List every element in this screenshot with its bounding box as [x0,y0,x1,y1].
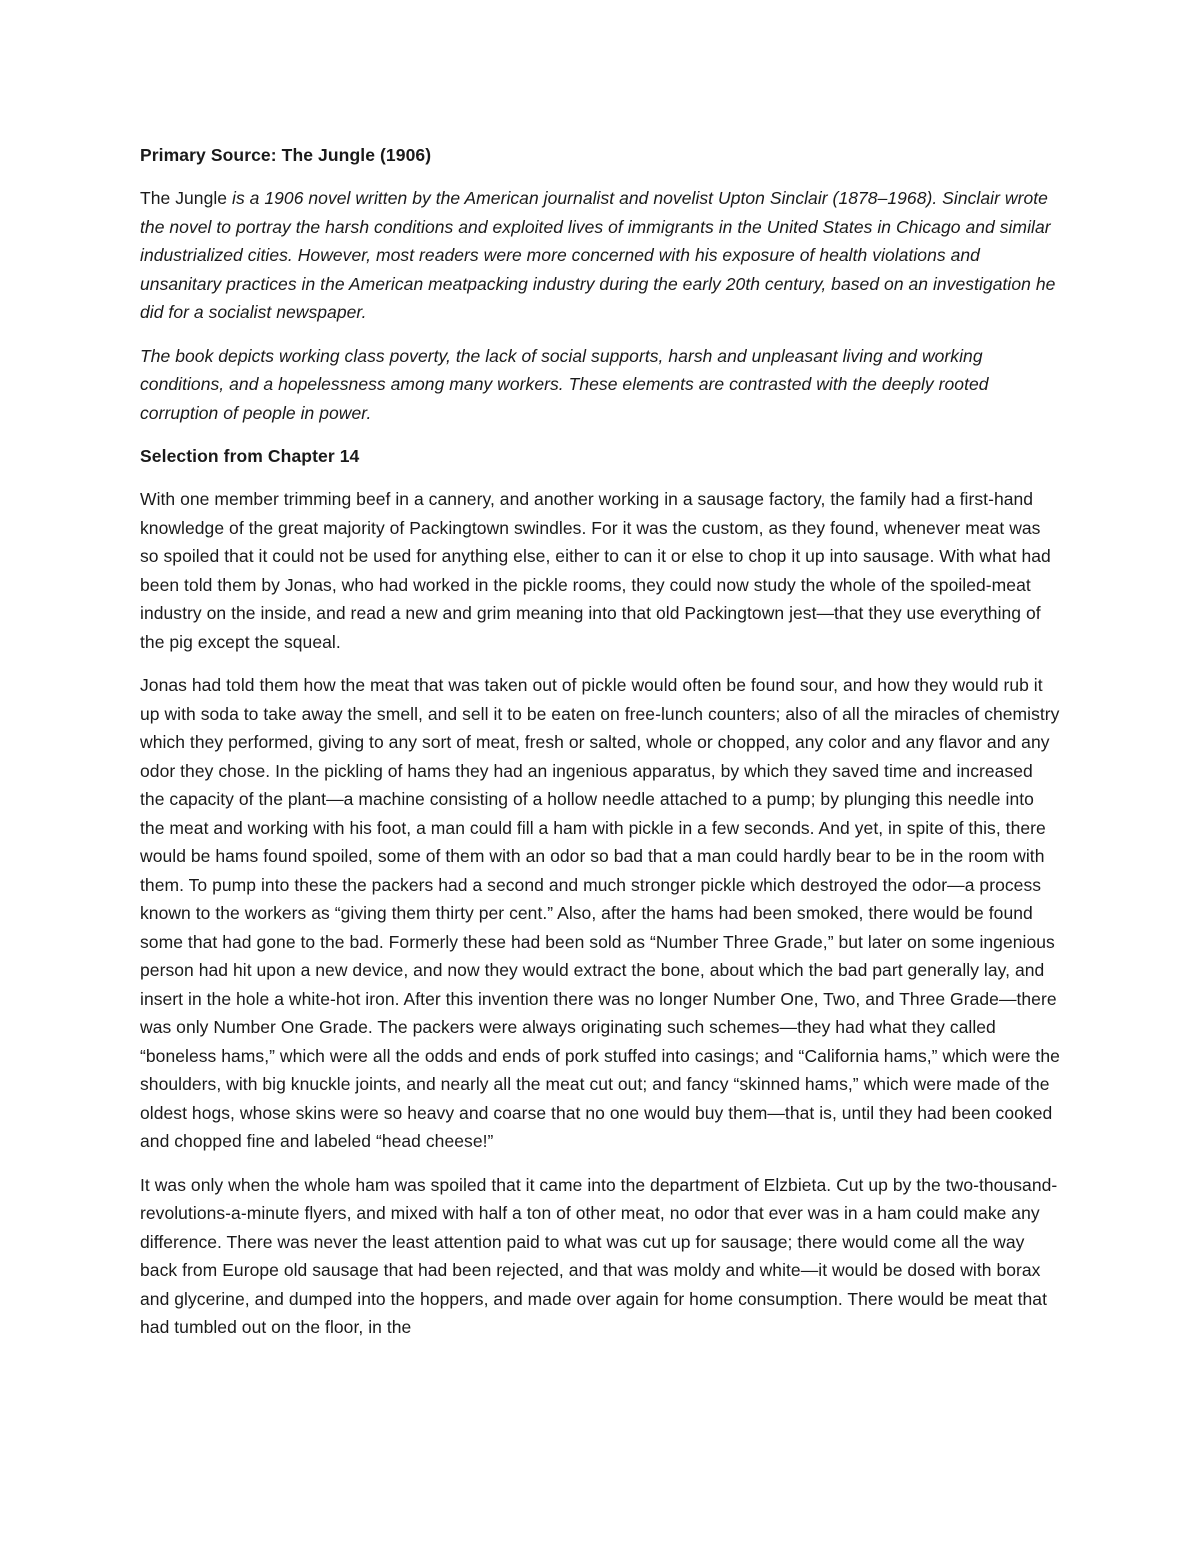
body-paragraph-3: It was only when the whole ham was spoiled that it came into the department of Elzbieta. Cut up by the two-thousand-revolutions-a-minute flyers, and mixed with half a ton of other meat, no odor that ever was in a ham could make any difference. There was never the least attention paid to what was cut up for sausage; there would come all the way back from Europe old sausage that had been rejected, and that was moldy and white—it would be dosed with borax and glycerine, and dumped into the hoppers, and made over again for home consumption. There would be meat that had tumbled out on the floor, in the [140,1174,1058,1337]
intro-rest: is a 1906 novel written by the American journalist and novelist Upton Sinclair (1878–1968). Sinclair wrote the novel to portray the harsh conditions and exploited lives of immigrants in the United States in Chicago and similar industrialized cities. However, most readers were more concerned with his exposure of health violations and unsanitary practices in the American meatpacking industry during the early 20th century, based on an investigation he did for a socialist newspaper. [140,188,1056,322]
body-paragraph-1: With one member trimming beef in a cannery, and another working in a sausage factory, the family had a first-hand knowledge of the great majority of Packingtown swindles. For it was the custom, as they found, whenever meat was so spoiled that it could not be used for anything else, either to can it or else to chop it up into sausage. With what had been told them by Jonas, who had worked in the pickle rooms, they could now study the whole of the spoiled-meat industry on the inside, and read a new and grim meaning into that old Packingtown jest—that they use everything of the pig except the squeal. [140,489,1051,652]
intro-lead: The Jungle [140,188,228,208]
intro-paragraph [140,184,1062,327]
document-title: Primary Source: The Jungle (1906) [140,145,432,165]
body-paragraph-2: Jonas had told them how the meat that was taken out of pickle would often be found sour, and how they would rub it up with soda to take away the smell, and sell it to be eaten on free-lunch counters; also of all the miracles of chemistry which they performed, giving to any sort of meat, fresh or salted, whole or chopped, any color and any flavor and any odor they chose. In the pickling of hams they had an ingenious apparatus, by which they saved time and increased the capacity of the plant—a machine consisting of a hollow needle attached to a pump; by plunging this needle into the meat and working with his foot, a man could fill a ham with pickle in a few seconds. And yet, in spite of this, there would be hams found spoiled, some of them with an odor so bad that a man could hardly bear to be in the room with them. To pump into these the packers had a second and much stronger pickle which destroyed the odor—a process known to the workers as “giving them thirty per cent.” Also, after the hams had been smoked, there would be found some that had gone to the bad. Formerly these had been sold as “Number Three Grade,” but later on some ingenious person had hit upon a new device, and now they would extract the bone, about which the bad part generally lay, and insert in the hole a white-hot iron. After this invention there was no longer Number One, Two, and Three Grade—there was only Number One Grade. The packers were always originating such schemes—they had what they called “boneless hams,” which were all the odds and ends of pork stuffed into casings; and “California hams,” which were the shoulders, with big knuckle joints, and nearly all the meat cut out; and fancy “skinned hams,” which were made of the oldest hogs, whose skins were so heavy and coarse that no one would buy them—that is, until they had been cooked and chopped fine and labeled “head cheese!” [140,675,1060,1151]
document-page [140,141,1062,1357]
intro-paragraph-2: The book depicts working class poverty, the lack of social supports, harsh and unpleasant living and working conditions, and a hopelessness among many workers. These elements are contrasted with the deeply rooted corruption of people in power. [140,345,989,423]
selection-heading: Selection from Chapter 14 [140,446,360,466]
